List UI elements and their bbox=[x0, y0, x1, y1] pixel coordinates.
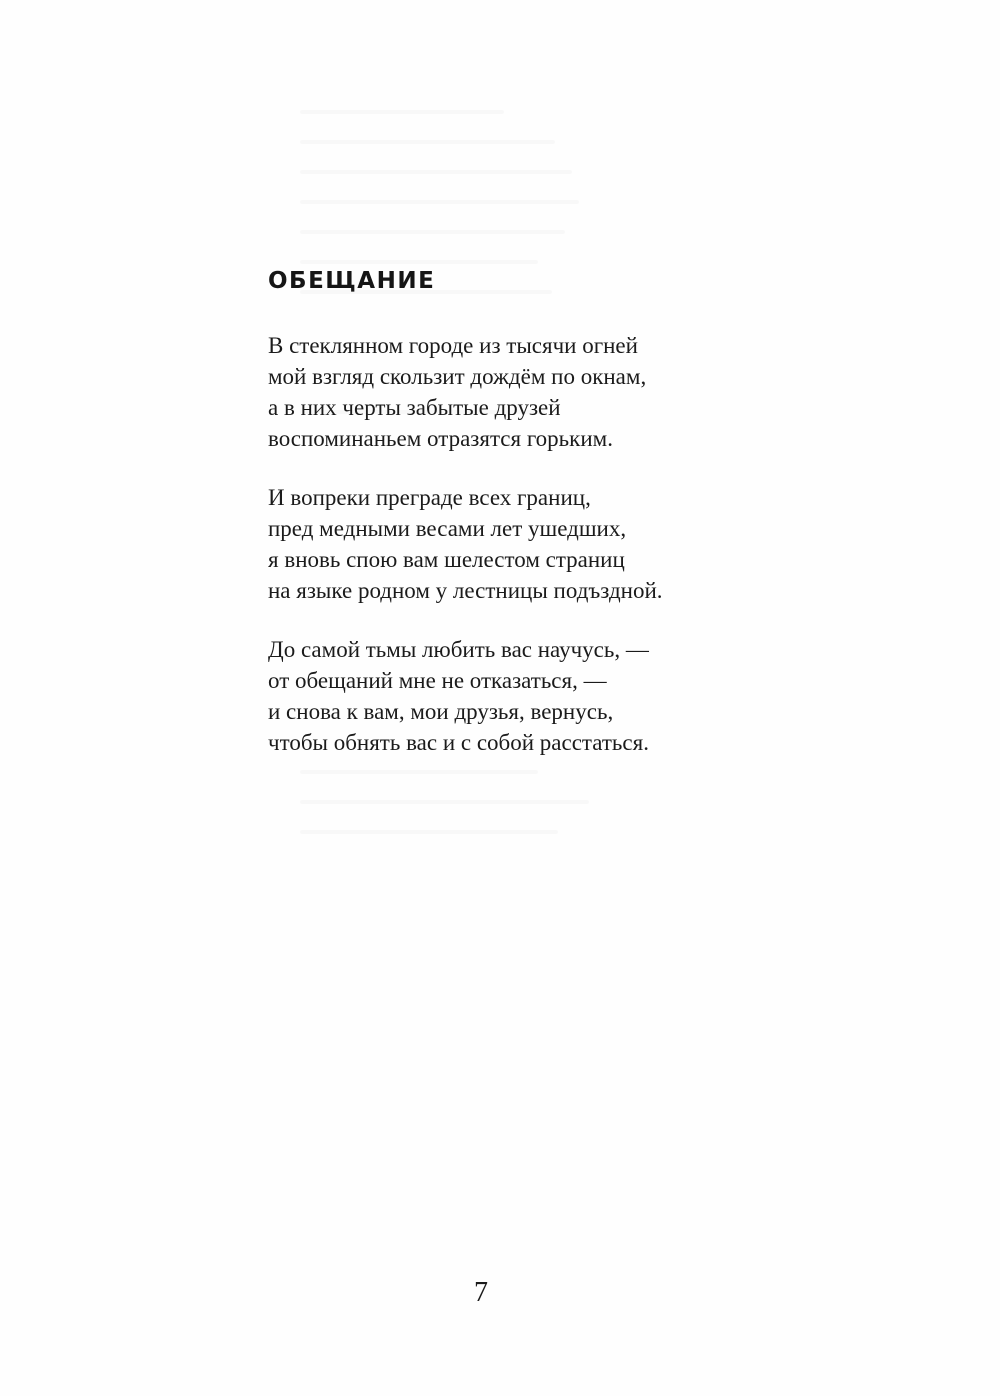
poem bbox=[268, 262, 788, 786]
stanza-1 bbox=[268, 330, 788, 454]
poem-line: мой взгляд скользит дождём по окнам, bbox=[268, 364, 647, 389]
poem-line: И вопреки преграде всех границ, bbox=[268, 485, 591, 510]
page-number bbox=[0, 1276, 1000, 1310]
poem-title: ОБЕЩАНИЕ bbox=[268, 268, 436, 294]
poem-line: и снова к вам, мои друзья, вернусь, bbox=[268, 699, 614, 724]
page-number-text: 7 bbox=[474, 1277, 488, 1308]
poem-line: воспоминаньем отразятся горьким. bbox=[268, 426, 613, 451]
poem-line: я вновь спою вам шелестом страниц bbox=[268, 547, 625, 572]
poem-line: В стеклянном городе из тысячи огней bbox=[268, 333, 638, 358]
stanza-3 bbox=[268, 634, 788, 758]
poem-line: пред медными весами лет ушедших, bbox=[268, 516, 627, 541]
poem-line: чтобы обнять вас и с собой расстаться. bbox=[268, 730, 649, 755]
poem-line: До самой тьмы любить вас научусь, — bbox=[268, 637, 649, 662]
poem-line: на языке родном у лестницы подъздной. bbox=[268, 578, 663, 603]
poem-line: от обещаний мне не отказаться, — bbox=[268, 668, 607, 693]
poem-line: а в них черты забытые друзей bbox=[268, 395, 561, 420]
stanza-2 bbox=[268, 482, 788, 606]
